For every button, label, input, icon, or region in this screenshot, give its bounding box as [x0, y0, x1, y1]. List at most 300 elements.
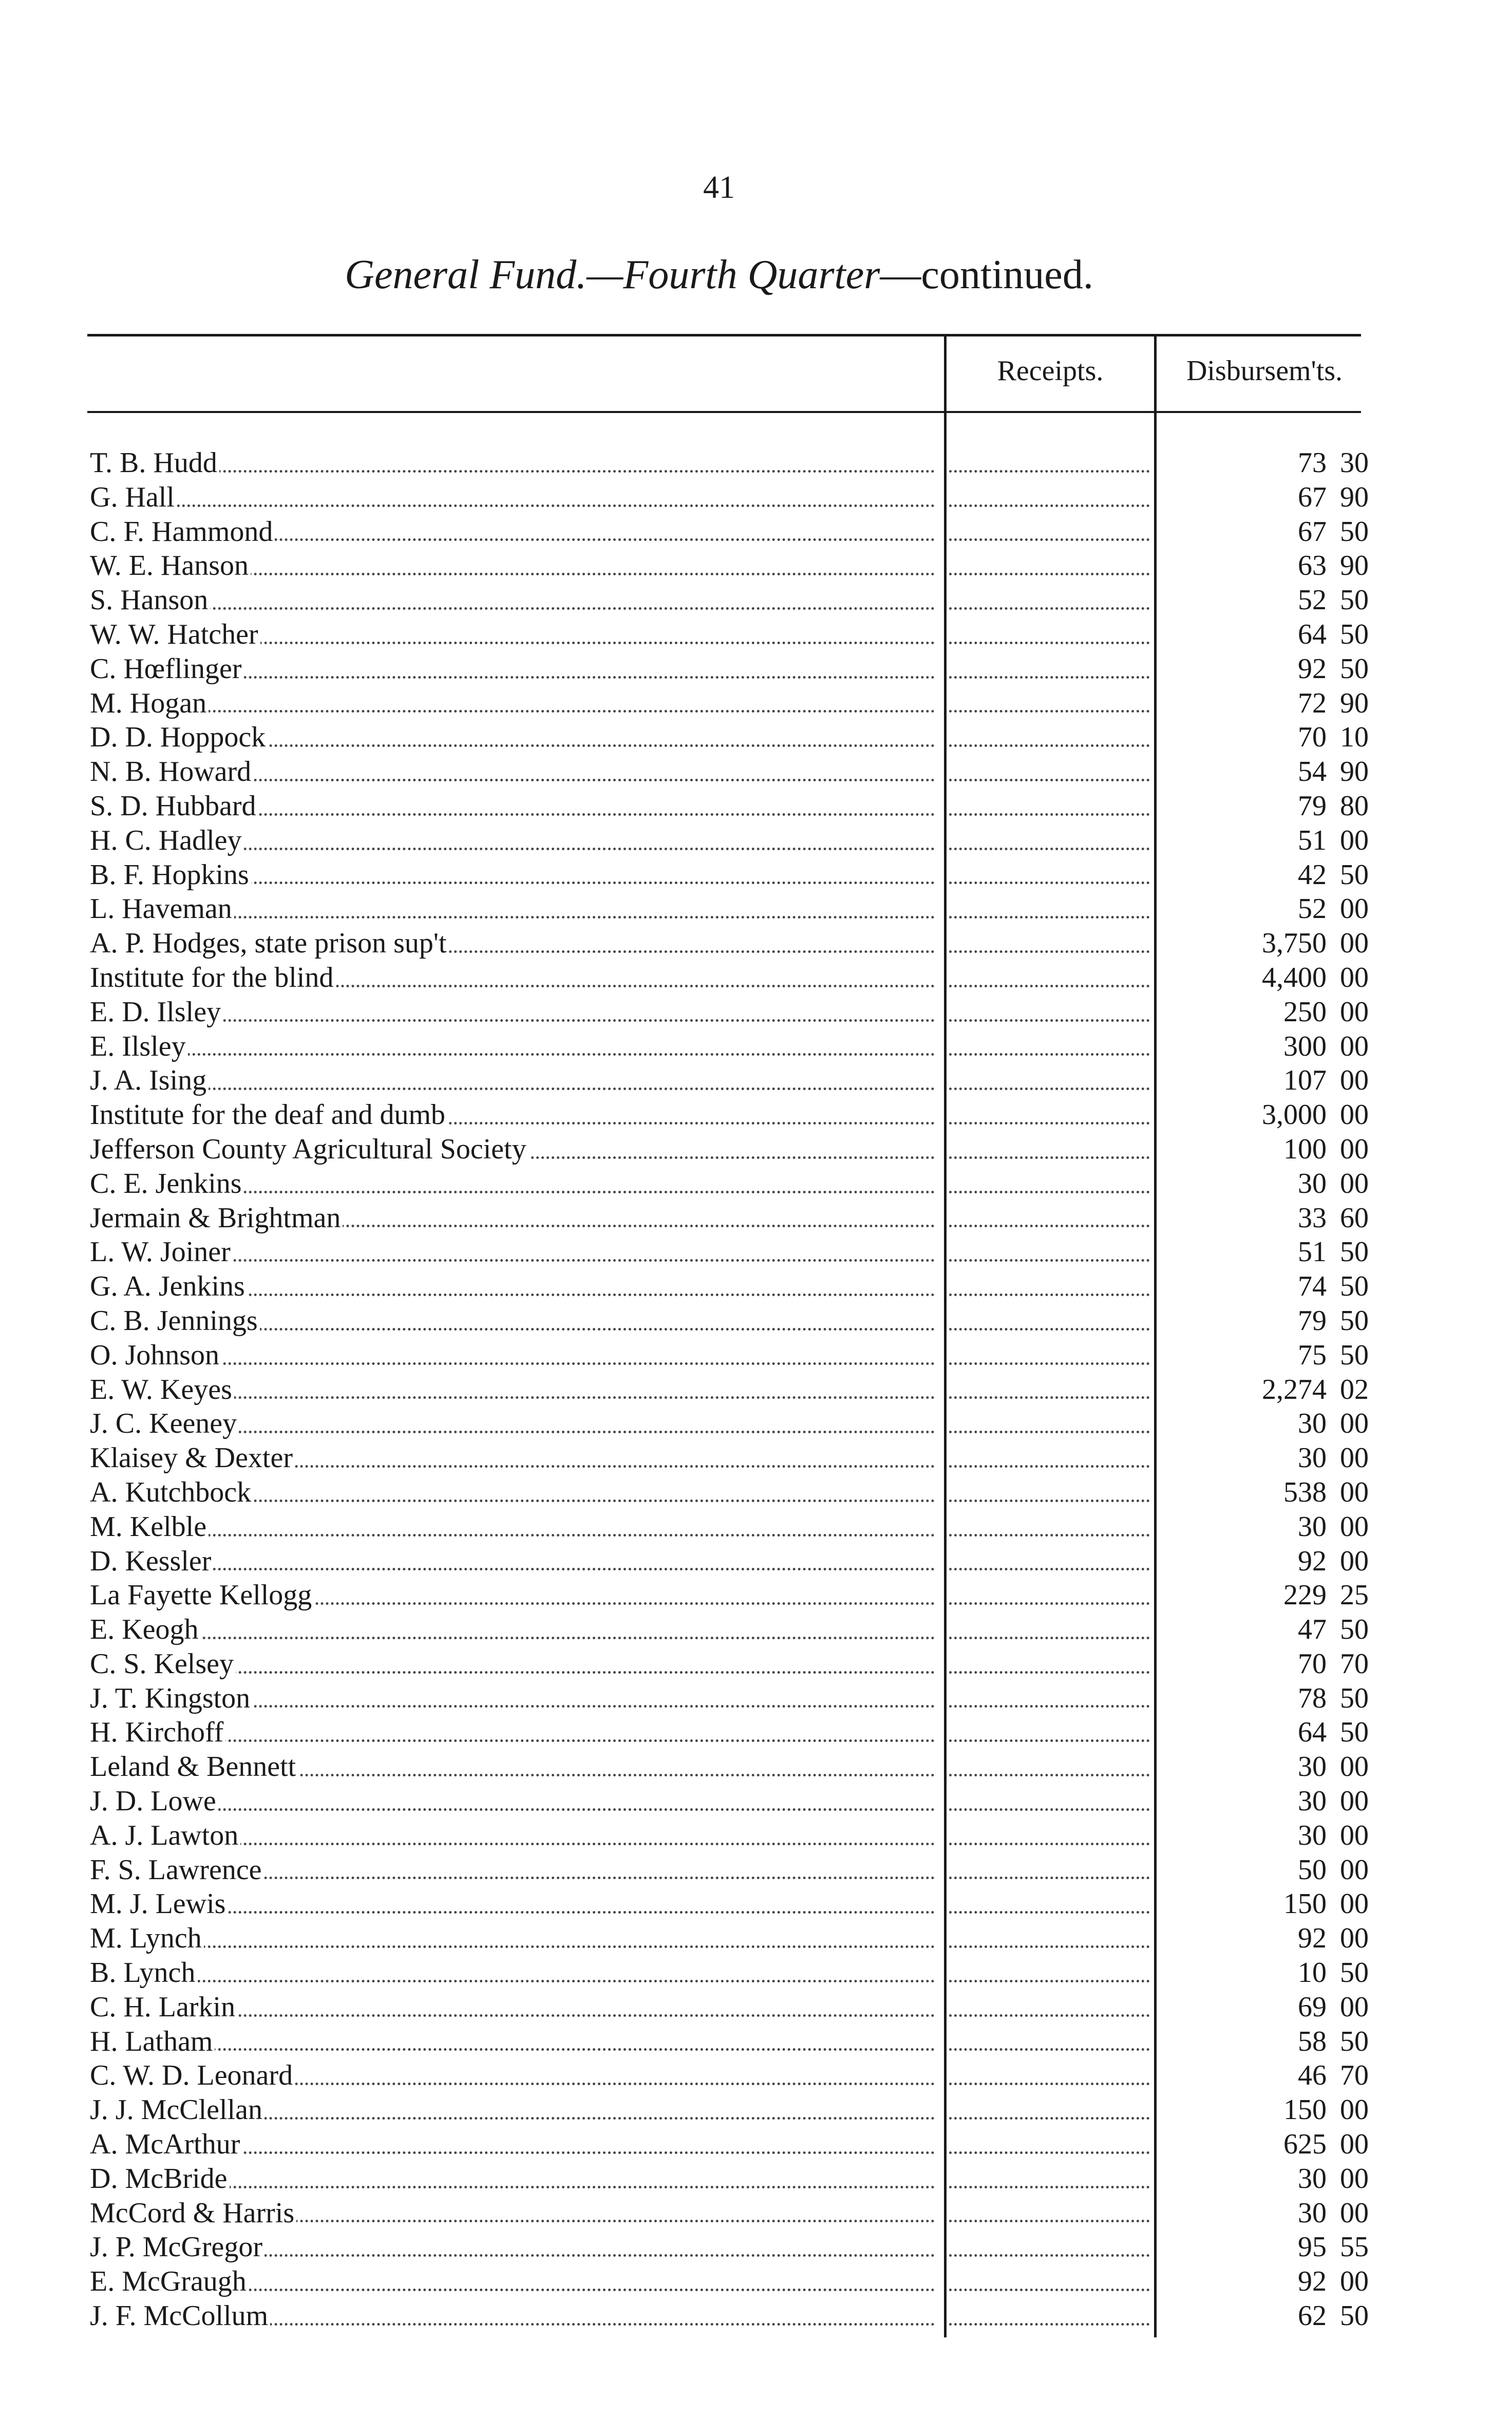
amount-cents: 50 — [1340, 1682, 1369, 1714]
receipts-cell — [949, 1613, 1149, 1647]
amount-cents: 00 — [1340, 1476, 1369, 1508]
payee-cell — [90, 2230, 940, 2264]
receipts-cell — [949, 995, 1149, 1029]
amount-dollars: 62 — [1298, 2300, 1327, 2332]
payee-name: J. F. McCollum — [90, 2300, 270, 2332]
disbursement-amount — [1158, 995, 1369, 1029]
ledger-row — [0, 2025, 1512, 2059]
disbursement-amount — [1158, 1613, 1369, 1647]
ledger-row — [0, 583, 1512, 617]
amount-dollars: 300 — [1283, 1030, 1327, 1062]
amount-cents: 02 — [1340, 1373, 1369, 1406]
receipts-cell — [949, 1167, 1149, 1201]
payee-cell — [90, 720, 940, 755]
payee-name: M. Lynch — [90, 1922, 204, 1954]
ledger-row — [0, 1647, 1512, 1681]
payee-name: Jefferson County Agricultural Society — [90, 1133, 528, 1165]
payee-name: S. D. Hubbard — [90, 790, 258, 822]
receipts-cell — [949, 1647, 1149, 1681]
heading-title: General Fund.—Fourth Quarter — [345, 252, 880, 297]
payee-cell — [90, 1887, 940, 1921]
receipts-cell — [949, 1784, 1149, 1819]
amount-dollars: 30 — [1298, 1167, 1327, 1200]
payee-cell — [90, 1475, 940, 1510]
receipts-cell — [949, 2093, 1149, 2127]
payee-cell — [90, 995, 940, 1029]
amount-dollars: 79 — [1298, 1304, 1327, 1337]
disbursement-amount — [1158, 1819, 1369, 1853]
ledger-row — [0, 926, 1512, 961]
amount-dollars: 33 — [1298, 1202, 1327, 1234]
disbursement-amount — [1158, 2127, 1369, 2162]
payee-name: A. Kutchbock — [90, 1476, 253, 1508]
payee-name: N. B. Howard — [90, 756, 253, 788]
disbursement-amount — [1158, 1167, 1369, 1201]
disbursement-amount — [1158, 1956, 1369, 1990]
payee-cell — [90, 1063, 940, 1098]
amount-dollars: 30 — [1298, 1751, 1327, 1783]
amount-dollars: 625 — [1283, 2128, 1327, 2161]
disbursement-amount — [1158, 755, 1369, 789]
amount-cents: 00 — [1340, 1819, 1369, 1851]
ledger-row — [0, 1613, 1512, 1647]
receipts-cell — [949, 1887, 1149, 1921]
receipts-cell — [949, 1098, 1149, 1132]
ledger-row — [0, 1235, 1512, 1269]
amount-dollars: 107 — [1283, 1064, 1327, 1097]
amount-cents: 90 — [1340, 481, 1369, 513]
amount-dollars: 70 — [1298, 1647, 1327, 1680]
disbursement-amount — [1158, 720, 1369, 755]
amount-dollars: 51 — [1298, 824, 1327, 856]
amount-cents: 00 — [1340, 1099, 1369, 1131]
receipts-cell — [949, 1921, 1149, 1956]
ledger-row — [0, 1407, 1512, 1441]
ledger-row — [0, 1441, 1512, 1475]
payee-cell — [90, 446, 940, 480]
payee-cell — [90, 1681, 940, 1716]
payee-cell — [90, 583, 940, 617]
amount-dollars: 78 — [1298, 1682, 1327, 1714]
amount-cents: 50 — [1340, 515, 1369, 548]
ledger-row — [0, 1750, 1512, 1784]
payee-name: F. S. Lawrence — [90, 1854, 264, 1886]
ledger-row — [0, 961, 1512, 995]
payee-cell — [90, 789, 940, 823]
ledger-row — [0, 1784, 1512, 1819]
amount-cents: 50 — [1340, 2025, 1369, 2057]
receipts-cell — [949, 961, 1149, 995]
disbursement-amount — [1158, 926, 1369, 961]
payee-cell — [90, 515, 940, 549]
payee-name: Institute for the blind — [90, 962, 335, 994]
payee-name: E. W. Keyes — [90, 1374, 234, 1406]
disbursement-amount — [1158, 1235, 1369, 1269]
payee-cell — [90, 617, 940, 652]
amount-cents: 30 — [1340, 447, 1369, 479]
amount-cents: 50 — [1340, 1957, 1369, 1989]
amount-cents: 25 — [1340, 1579, 1369, 1612]
amount-cents: 50 — [1340, 1716, 1369, 1749]
amount-dollars: 3,000 — [1262, 1099, 1327, 1131]
amount-dollars: 30 — [1298, 2197, 1327, 2229]
disbursement-amount — [1158, 2230, 1369, 2264]
amount-cents: 00 — [1340, 996, 1369, 1028]
receipts-cell — [949, 2058, 1149, 2093]
payee-name: J. D. Lowe — [90, 1785, 218, 1817]
amount-dollars: 50 — [1298, 1853, 1327, 1886]
amount-dollars: 30 — [1298, 2162, 1327, 2195]
amount-dollars: 51 — [1298, 1236, 1327, 1268]
payee-cell — [90, 1338, 940, 1373]
payee-name: C. H. Larkin — [90, 1991, 237, 2023]
amount-cents: 90 — [1340, 550, 1369, 582]
receipts-cell — [949, 583, 1149, 617]
payee-name: B. F. Hopkins — [90, 859, 251, 891]
ledger-row — [0, 480, 1512, 515]
payee-name: Jermain & Brightman — [90, 1202, 343, 1234]
amount-dollars: 63 — [1298, 550, 1327, 582]
ledger-row — [0, 1201, 1512, 1235]
amount-cents: 70 — [1340, 1647, 1369, 1680]
payee-name: D. McBride — [90, 2163, 230, 2195]
receipts-cell — [949, 2127, 1149, 2162]
payee-cell — [90, 823, 940, 858]
amount-cents: 00 — [1340, 2094, 1369, 2126]
amount-cents: 60 — [1340, 1202, 1369, 1234]
payee-name: A. P. Hodges, state prison sup't — [90, 927, 449, 959]
payee-cell — [90, 2058, 940, 2093]
payee-cell — [90, 652, 940, 686]
amount-dollars: 75 — [1298, 1339, 1327, 1371]
payee-name: A. McArthur — [90, 2128, 242, 2160]
payee-cell — [90, 892, 940, 926]
ledger-row — [0, 652, 1512, 686]
disbursement-amount — [1158, 2299, 1369, 2333]
payee-name: J. J. McClellan — [90, 2094, 264, 2126]
disbursement-amount — [1158, 1269, 1369, 1304]
amount-dollars: 92 — [1298, 1545, 1327, 1577]
heading-continued: —continued. — [880, 252, 1093, 297]
payee-cell — [90, 858, 940, 892]
ledger-row — [0, 1510, 1512, 1544]
amount-cents: 55 — [1340, 2231, 1369, 2263]
receipts-cell — [949, 1956, 1149, 1990]
payee-name: M. Kelble — [90, 1511, 209, 1543]
amount-dollars: 100 — [1283, 1133, 1327, 1165]
payee-name: McCord & Harris — [90, 2197, 296, 2229]
ledger-row — [0, 1887, 1512, 1921]
disbursement-amount — [1158, 1338, 1369, 1373]
receipts-cell — [949, 2299, 1149, 2333]
disbursement-amount — [1158, 1510, 1369, 1544]
ledger-table — [0, 446, 1512, 2333]
disbursement-amount — [1158, 515, 1369, 549]
payee-name: G. A. Jenkins — [90, 1270, 247, 1302]
ledger-row — [0, 789, 1512, 823]
payee-cell — [90, 480, 940, 515]
receipts-column-header: Receipts. — [997, 355, 1104, 387]
ledger-row — [0, 617, 1512, 652]
payee-cell — [90, 1544, 940, 1579]
payee-name: H. Kirchoff — [90, 1716, 225, 1748]
ledger-row — [0, 1921, 1512, 1956]
payee-cell — [90, 1956, 940, 1990]
amount-dollars: 52 — [1298, 584, 1327, 616]
payee-cell — [90, 1407, 940, 1441]
receipts-cell — [949, 1407, 1149, 1441]
payee-name: Klaisey & Dexter — [90, 1442, 295, 1474]
amount-cents: 00 — [1340, 893, 1369, 925]
receipts-cell — [949, 1441, 1149, 1475]
payee-cell — [90, 926, 940, 961]
disbursement-amount — [1158, 1201, 1369, 1235]
amount-dollars: 72 — [1298, 687, 1327, 719]
ledger-row — [0, 446, 1512, 480]
ledger-row — [0, 1373, 1512, 1407]
disbursement-amount — [1158, 1544, 1369, 1579]
amount-cents: 00 — [1340, 1167, 1369, 1200]
receipts-cell — [949, 1029, 1149, 1064]
receipts-cell — [949, 1510, 1149, 1544]
amount-cents: 00 — [1340, 1064, 1369, 1097]
receipts-cell — [949, 1715, 1149, 1750]
amount-dollars: 30 — [1298, 1510, 1327, 1543]
receipts-cell — [949, 1063, 1149, 1098]
receipts-cell — [949, 1544, 1149, 1579]
amount-cents: 00 — [1340, 2128, 1369, 2161]
payee-name: La Fayette Kellogg — [90, 1579, 314, 1611]
receipts-cell — [949, 858, 1149, 892]
payee-name: H. Latham — [90, 2026, 215, 2057]
ledger-row — [0, 2127, 1512, 2162]
receipts-cell — [949, 1338, 1149, 1373]
disbursement-amount — [1158, 549, 1369, 583]
disbursement-amount — [1158, 1853, 1369, 1887]
payee-name: J. T. Kingston — [90, 1682, 252, 1714]
amount-cents: 50 — [1340, 1614, 1369, 1646]
payee-name: J. P. McGregor — [90, 2231, 264, 2263]
ledger-row — [0, 1990, 1512, 2025]
amount-dollars: 150 — [1283, 1888, 1327, 1920]
ledger-row — [0, 1544, 1512, 1579]
amount-dollars: 52 — [1298, 893, 1327, 925]
amount-dollars: 95 — [1298, 2231, 1327, 2263]
receipts-cell — [949, 2230, 1149, 2264]
amount-cents: 00 — [1340, 1442, 1369, 1474]
payee-name: M. J. Lewis — [90, 1888, 228, 1920]
amount-cents: 50 — [1340, 1236, 1369, 1268]
payee-cell — [90, 2162, 940, 2196]
amount-dollars: 538 — [1283, 1476, 1327, 1508]
ledger-row — [0, 1475, 1512, 1510]
amount-cents: 90 — [1340, 756, 1369, 788]
receipts-cell — [949, 1819, 1149, 1853]
amount-cents: 00 — [1340, 824, 1369, 856]
table-top-rule — [87, 334, 1361, 336]
disbursement-amount — [1158, 686, 1369, 721]
payee-cell — [90, 1201, 940, 1235]
payee-cell — [90, 1304, 940, 1338]
amount-dollars: 58 — [1298, 2025, 1327, 2057]
payee-name: W. E. Hanson — [90, 550, 251, 582]
amount-dollars: 74 — [1298, 1270, 1327, 1303]
disbursement-amount — [1158, 1647, 1369, 1681]
amount-dollars: 250 — [1283, 996, 1327, 1028]
receipts-cell — [949, 1475, 1149, 1510]
amount-cents: 50 — [1340, 618, 1369, 650]
disbursement-amount — [1158, 1132, 1369, 1167]
amount-dollars: 2,274 — [1262, 1373, 1327, 1406]
ledger-row — [0, 823, 1512, 858]
payee-cell — [90, 686, 940, 721]
payee-cell — [90, 1647, 940, 1681]
receipts-cell — [949, 1373, 1149, 1407]
ledger-row — [0, 1819, 1512, 1853]
disbursement-amount — [1158, 446, 1369, 480]
amount-dollars: 229 — [1283, 1579, 1327, 1612]
disbursement-amount — [1158, 2264, 1369, 2299]
receipts-cell — [949, 446, 1149, 480]
amount-dollars: 30 — [1298, 1408, 1327, 1440]
amount-dollars: 69 — [1298, 1991, 1327, 2023]
amount-cents: 70 — [1340, 2059, 1369, 2092]
ledger-row — [0, 1269, 1512, 1304]
ledger-row — [0, 995, 1512, 1029]
disbursement-amount — [1158, 1990, 1369, 2025]
payee-name: H. C. Hadley — [90, 825, 244, 856]
payee-cell — [90, 2264, 940, 2299]
payee-name: B. Lynch — [90, 1957, 197, 1989]
receipts-cell — [949, 1990, 1149, 2025]
payee-name: C. S. Kelsey — [90, 1648, 236, 1680]
disbursement-amount — [1158, 1475, 1369, 1510]
amount-cents: 00 — [1340, 1922, 1369, 1955]
disbursement-amount — [1158, 1784, 1369, 1819]
disbursement-amount — [1158, 1029, 1369, 1064]
disbursement-amount — [1158, 2093, 1369, 2127]
payee-cell — [90, 1853, 940, 1887]
receipts-cell — [949, 515, 1149, 549]
disbursement-amount — [1158, 1373, 1369, 1407]
amount-cents: 50 — [1340, 652, 1369, 685]
disbursement-amount — [1158, 1750, 1369, 1784]
ledger-row — [0, 2230, 1512, 2264]
payee-cell — [90, 1921, 940, 1956]
page-number: 41 — [703, 170, 735, 205]
payee-cell — [90, 2127, 940, 2162]
payee-cell — [90, 1029, 940, 1064]
amount-dollars: 73 — [1298, 447, 1327, 479]
receipts-cell — [949, 1304, 1149, 1338]
payee-name: E. McGraugh — [90, 2265, 249, 2297]
amount-cents: 50 — [1340, 2300, 1369, 2332]
disbursement-amount — [1158, 1407, 1369, 1441]
payee-name: Institute for the deaf and dumb — [90, 1099, 447, 1131]
payee-cell — [90, 1819, 940, 1853]
disbursement-amount — [1158, 2025, 1369, 2059]
amount-cents: 50 — [1340, 584, 1369, 616]
amount-cents: 00 — [1340, 1545, 1369, 1577]
header-bottom-rule — [87, 411, 1361, 413]
amount-cents: 90 — [1340, 687, 1369, 719]
ledger-row — [0, 1578, 1512, 1613]
receipts-cell — [949, 1132, 1149, 1167]
ledger-row — [0, 720, 1512, 755]
receipts-cell — [949, 926, 1149, 961]
amount-dollars: 42 — [1298, 858, 1327, 891]
payee-name: A. J. Lawton — [90, 1820, 240, 1851]
receipts-cell — [949, 617, 1149, 652]
ledger-row — [0, 1098, 1512, 1132]
payee-cell — [90, 1132, 940, 1167]
disbursement-amount — [1158, 823, 1369, 858]
ledger-row — [0, 2299, 1512, 2333]
receipts-cell — [949, 1578, 1149, 1613]
amount-dollars: 30 — [1298, 1442, 1327, 1474]
page-heading — [0, 252, 1438, 298]
ledger-row — [0, 1715, 1512, 1750]
amount-dollars: 79 — [1298, 790, 1327, 822]
payee-cell — [90, 2025, 940, 2059]
disbursement-amount — [1158, 1441, 1369, 1475]
payee-name: C. Hœflinger — [90, 653, 244, 685]
disbursement-amount — [1158, 583, 1369, 617]
disbursements-column-header: Disbursem'ts. — [1186, 355, 1343, 387]
amount-dollars: 30 — [1298, 1785, 1327, 1818]
payee-cell — [90, 1578, 940, 1613]
ledger-row — [0, 1304, 1512, 1338]
receipts-cell — [949, 892, 1149, 926]
payee-cell — [90, 1167, 940, 1201]
receipts-cell — [949, 755, 1149, 789]
payee-cell — [90, 1613, 940, 1647]
ledger-row — [0, 2058, 1512, 2093]
amount-dollars: 70 — [1298, 721, 1327, 754]
receipts-cell — [949, 1681, 1149, 1716]
payee-name: J. A. Ising — [90, 1064, 209, 1096]
receipts-cell — [949, 1750, 1149, 1784]
amount-cents: 00 — [1340, 2265, 1369, 2298]
payee-cell — [90, 1990, 940, 2025]
disbursement-amount — [1158, 1715, 1369, 1750]
disbursement-amount — [1158, 961, 1369, 995]
amount-cents: 50 — [1340, 1339, 1369, 1371]
ledger-row — [0, 858, 1512, 892]
ledger-row — [0, 1132, 1512, 1167]
amount-dollars: 4,400 — [1262, 961, 1327, 994]
amount-cents: 00 — [1340, 1133, 1369, 1165]
payee-name: G. Hall — [90, 481, 177, 513]
amount-cents: 00 — [1340, 927, 1369, 960]
payee-name: O. Johnson — [90, 1339, 221, 1371]
receipts-cell — [949, 2162, 1149, 2196]
disbursement-amount — [1158, 1098, 1369, 1132]
disbursement-amount — [1158, 892, 1369, 926]
disbursement-amount — [1158, 1681, 1369, 1716]
disbursement-amount — [1158, 2196, 1369, 2231]
amount-dollars: 67 — [1298, 481, 1327, 513]
receipts-cell — [949, 1269, 1149, 1304]
payee-name: C. E. Jenkins — [90, 1168, 244, 1200]
payee-name: W. W. Hatcher — [90, 619, 260, 650]
disbursement-amount — [1158, 652, 1369, 686]
ledger-row — [0, 1681, 1512, 1716]
ledger-row — [0, 2093, 1512, 2127]
ledger-row — [0, 2162, 1512, 2196]
amount-dollars: 30 — [1298, 1819, 1327, 1851]
payee-name: D. D. Hoppock — [90, 721, 268, 753]
